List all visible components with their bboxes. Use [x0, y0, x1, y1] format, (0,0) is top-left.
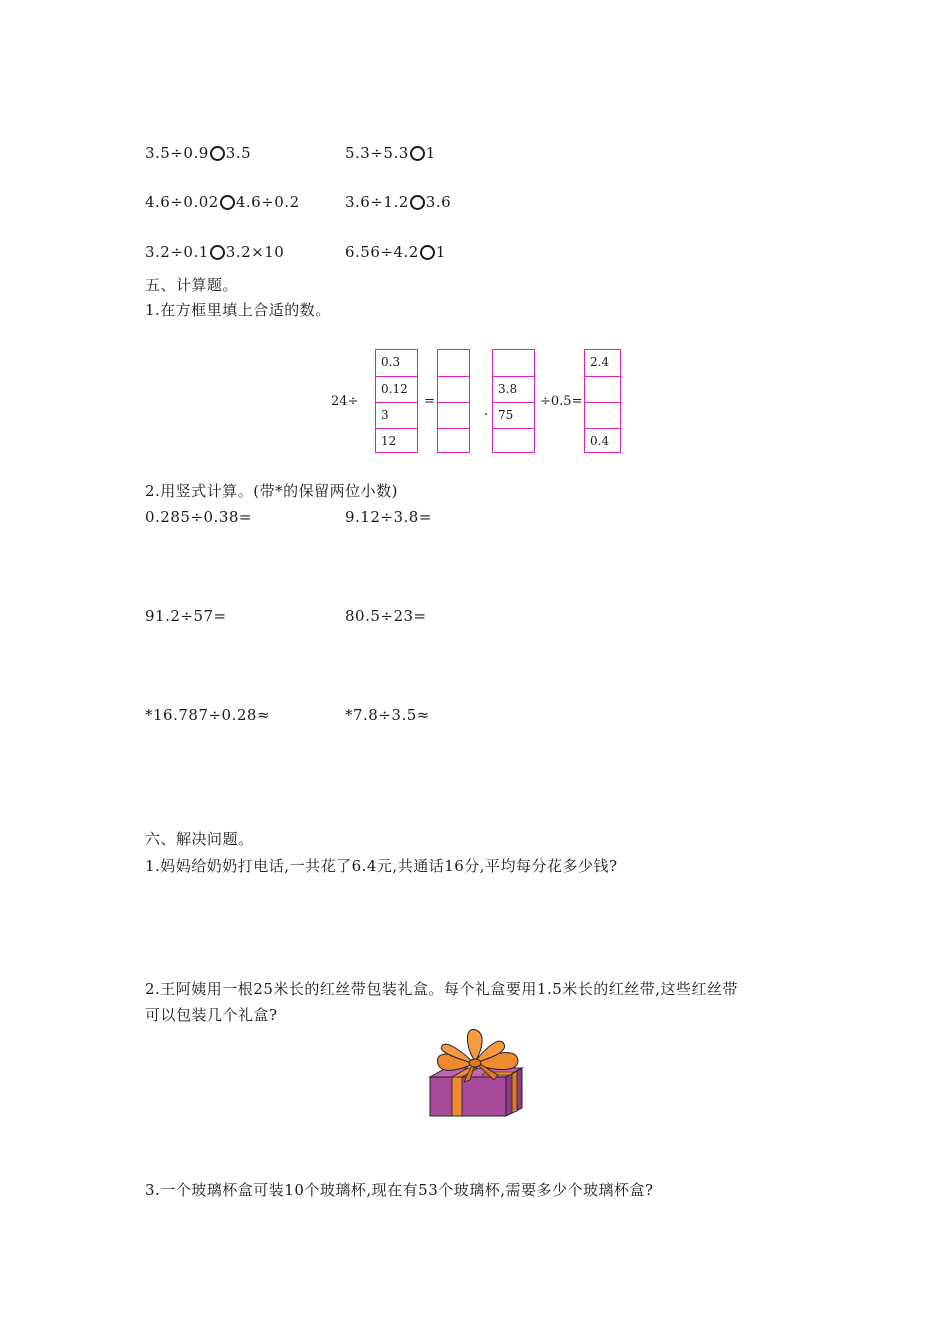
expr-3: 91.2÷57=	[145, 607, 227, 625]
section5-title: 五、计算题。	[145, 276, 239, 294]
expr-6: *7.8÷3.5≈	[345, 706, 430, 724]
fill-cell[interactable]	[438, 428, 469, 454]
fill-cell[interactable]	[438, 376, 469, 402]
compare-2b-left: 3.6÷1.2	[345, 193, 409, 211]
section5-q1: 1.在方框里填上合适的数。	[145, 301, 331, 319]
compare-circle[interactable]	[210, 146, 225, 161]
fill-column-4	[584, 349, 621, 453]
fill-equals: =	[424, 394, 435, 409]
fill-suffix: ÷0.5=	[540, 394, 583, 409]
compare-2b-right: 3.6	[425, 193, 452, 211]
compare-3a	[145, 243, 284, 261]
compare-1b	[345, 144, 436, 162]
fill-cell[interactable]: 12	[376, 428, 417, 454]
fill-cell[interactable]	[585, 402, 620, 428]
fill-dot: .	[484, 404, 489, 419]
compare-1a-right: 3.5	[225, 144, 252, 162]
compare-3b-right: 1	[435, 243, 446, 261]
compare-circle[interactable]	[410, 195, 425, 210]
fill-cell[interactable]: 2.4	[590, 355, 610, 369]
compare-1b-right: 1	[425, 144, 436, 162]
fill-cell[interactable]	[438, 350, 469, 376]
problem-1: 1.妈妈给奶奶打电话,一共花了6.4元,共通话16分,平均每分花多少钱?	[145, 857, 618, 875]
fill-column-1	[375, 349, 418, 453]
fill-column-3	[492, 349, 535, 453]
compare-1a	[145, 144, 251, 162]
compare-circle[interactable]	[420, 245, 435, 260]
compare-3b-left: 6.56÷4.2	[345, 243, 419, 261]
compare-2a	[145, 193, 300, 211]
compare-circle[interactable]	[220, 195, 235, 210]
fill-cell[interactable]	[493, 350, 534, 376]
compare-1b-left: 5.3÷5.3	[345, 144, 409, 162]
fill-cell[interactable]: 3.8	[493, 376, 534, 402]
compare-3a-left: 3.2÷0.1	[145, 243, 209, 261]
compare-circle[interactable]	[210, 245, 225, 260]
fill-cell[interactable]: 75	[493, 402, 534, 428]
compare-2a-left: 4.6÷0.02	[145, 193, 219, 211]
compare-2b	[345, 193, 451, 211]
fill-column-2	[437, 349, 470, 453]
expr-1: 0.285÷0.38=	[145, 508, 252, 526]
compare-circle[interactable]	[410, 146, 425, 161]
compare-2a-right: 4.6÷0.2	[235, 193, 300, 211]
fill-cell[interactable]: 0.4	[585, 428, 620, 454]
fill-cell[interactable]	[585, 376, 620, 402]
problem-3: 3.一个玻璃杯盒可装10个玻璃杯,现在有53个玻璃杯,需要多少个玻璃杯盒?	[145, 1181, 654, 1199]
fill-cell[interactable]	[493, 428, 534, 454]
section6-title: 六、解决问题。	[145, 830, 254, 848]
expr-5: *16.787÷0.28≈	[145, 706, 271, 724]
compare-3b	[345, 243, 446, 261]
problem-2-line2: 可以包装几个礼盒?	[145, 1006, 278, 1024]
fill-prefix: 24÷	[331, 394, 359, 409]
fill-cell[interactable]	[438, 402, 469, 428]
problem-2-line1: 2.王阿姨用一根25米长的红丝带包装礼盒。每个礼盒要用1.5米长的红丝带,这些红丝带	[145, 980, 739, 998]
expr-4: 80.5÷23=	[345, 607, 427, 625]
fill-cell[interactable]: 3	[376, 402, 417, 428]
fill-cell[interactable]: 0.3	[381, 355, 401, 369]
section5-q2: 2.用竖式计算。(带*的保留两位小数)	[145, 482, 399, 500]
compare-1a-left: 3.5÷0.9	[145, 144, 209, 162]
expr-2: 9.12÷3.8=	[345, 508, 432, 526]
gift-box-icon	[424, 1022, 526, 1118]
compare-3a-right: 3.2×10	[225, 243, 285, 261]
fill-cell[interactable]: 0.12	[376, 376, 417, 402]
